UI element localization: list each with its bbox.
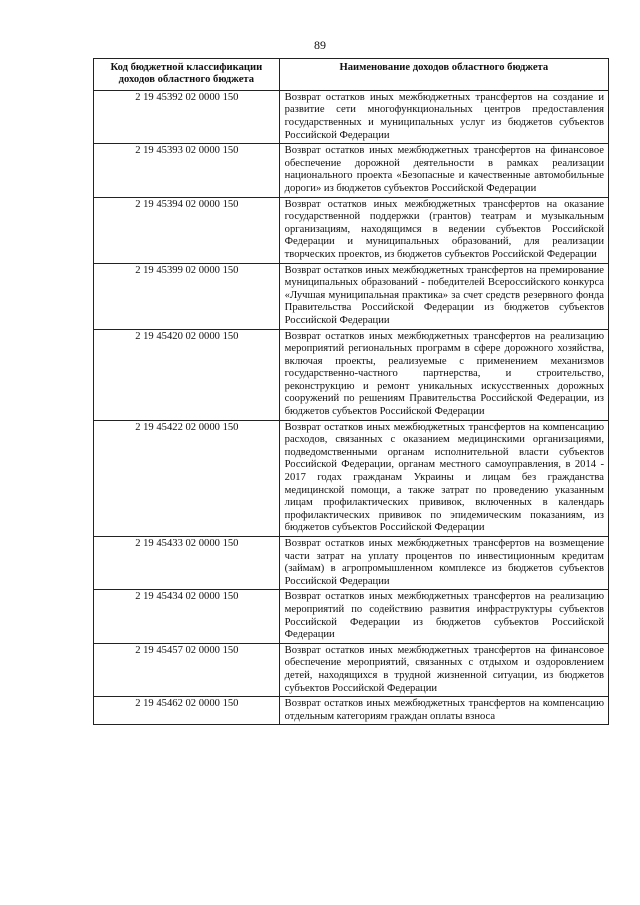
income-name-cell: Возврат остатков иных межбюджетных трансфертов на создание и развитие сети многофункциональных центров предоставления государственных и муниципальных услуг из бюджетов субъектов Российской Федерации xyxy=(279,90,608,143)
header-name: Наименование доходов областного бюджета xyxy=(279,59,608,91)
income-name-cell: Возврат остатков иных межбюджетных трансфертов на финансовое обеспечение дорожной деятельности в рамках реализации национального проекта «Безопасные и качественные автомобильные дороги» из бюджетов субъектов Российской Федерации xyxy=(279,144,608,197)
table-row xyxy=(94,263,609,329)
table-row xyxy=(94,90,609,143)
table-row xyxy=(94,537,609,590)
income-name-cell: Возврат остатков иных межбюджетных трансфертов на финансовое обеспечение мероприятий, связанных с отдыхом и оздоровлением детей, находящихся в трудной жизненной ситуации, из бюджетов субъектов Российской Федерации xyxy=(279,643,608,696)
income-name-cell: Возврат остатков иных межбюджетных трансфертов на премирование муниципальных образований - победителей Всероссийского конкурса «Лучшая муниципальная практика» за счет средств резервного фонда Правительства Российской Федерации из бюджетов субъектов Российской Федерации xyxy=(279,263,608,329)
budget-code-cell: 2 19 45394 02 0000 150 xyxy=(94,197,280,263)
header-code: Код бюджетной классификации доходов областного бюджета xyxy=(94,59,280,91)
table-row xyxy=(94,590,609,643)
income-name-cell: Возврат остатков иных межбюджетных трансфертов на оказание государственной поддержки (грантов) театрам и музыкальным организациям, находящимся в ведении субъектов Российской Федерации и муниципальных образований, для реализации творческих проектов, из бюджетов субъектов Российской Федерации xyxy=(279,197,608,263)
budget-code-cell: 2 19 45420 02 0000 150 xyxy=(94,329,280,420)
income-name-cell: Возврат остатков иных межбюджетных трансфертов на возмещение части затрат на уплату процентов по инвестиционным кредитам (займам) в агропромышленном комплексе из бюджетов субъектов Российской Федерации xyxy=(279,537,608,590)
page-number: 89 xyxy=(314,38,326,52)
table-header-row xyxy=(94,59,609,91)
income-name-cell: Возврат остатков иных межбюджетных трансфертов на компенсацию расходов, связанных с оказанием медицинскими организациями, подведомственными органам исполнительной власти субъектов Российской Федерации, органам местного самоуправления, в 2014 - 2017 годах гражданам Украины и лицам без гражданства медицинской помощи, а также затрат по проведению указанным лицам профилактических прививок, включенных в календарь профилактических прививок по эпидемическим показаниям, из бюджетов субъектов Российской Федерации xyxy=(279,420,608,536)
income-name-cell: Возврат остатков иных межбюджетных трансфертов на реализацию мероприятий по содействию развития инфраструктуры субъектов Российской Федерации из бюджетов субъектов Российской Федерации xyxy=(279,590,608,643)
page-bottom-margin xyxy=(0,890,640,905)
table-row xyxy=(94,420,609,536)
table-row xyxy=(94,329,609,420)
budget-code-cell: 2 19 45434 02 0000 150 xyxy=(94,590,280,643)
budget-code-cell: 2 19 45462 02 0000 150 xyxy=(94,697,280,725)
budget-code-cell: 2 19 45422 02 0000 150 xyxy=(94,420,280,536)
table-row xyxy=(94,197,609,263)
budget-code-cell: 2 19 45433 02 0000 150 xyxy=(94,537,280,590)
table-row xyxy=(94,144,609,197)
budget-code-cell: 2 19 45392 02 0000 150 xyxy=(94,90,280,143)
income-name-cell: Возврат остатков иных межбюджетных трансфертов на компенсацию отдельным категориям граждан оплаты взноса xyxy=(279,697,608,725)
budget-classification-table xyxy=(93,58,609,725)
table-row xyxy=(94,697,609,725)
budget-code-cell: 2 19 45457 02 0000 150 xyxy=(94,643,280,696)
budget-code-cell: 2 19 45393 02 0000 150 xyxy=(94,144,280,197)
income-name-cell: Возврат остатков иных межбюджетных трансфертов на реализацию мероприятий региональных программ в сфере дорожного хозяйства, включая проекты, реализуемые с применением механизмов государственно-частного партнерства, и строительство, реконструкцию и ремонт уникальных искусственных дорожных сооружений по решениям Правительства Российской Федерации, из бюджетов субъектов Российской Федерации xyxy=(279,329,608,420)
table-row xyxy=(94,643,609,696)
budget-code-cell: 2 19 45399 02 0000 150 xyxy=(94,263,280,329)
